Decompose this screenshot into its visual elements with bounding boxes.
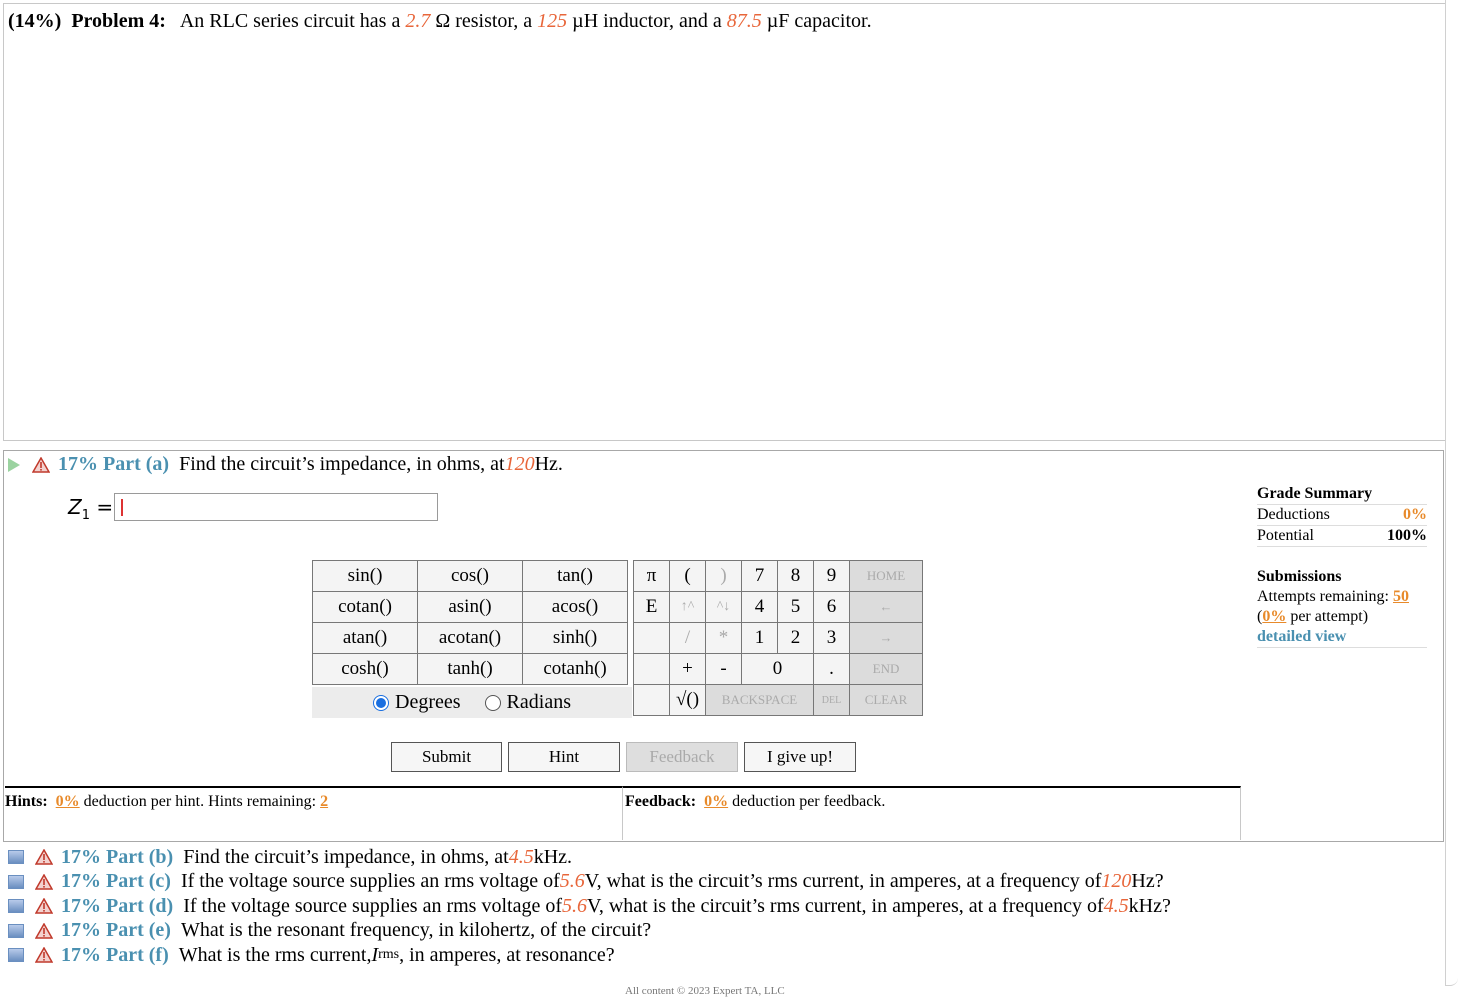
problem-frame bbox=[3, 3, 1446, 441]
potential-value: 100% bbox=[1387, 527, 1427, 544]
key-blank-2 bbox=[634, 654, 670, 685]
key-cos[interactable]: cos() bbox=[418, 561, 523, 592]
deductions-value: 0% bbox=[1403, 506, 1427, 523]
part-a-text-1: Find the circuit’s impedance, in ohms, at bbox=[179, 453, 505, 475]
key-4[interactable]: 4 bbox=[742, 592, 778, 623]
part-b-label: 17% Part (b) bbox=[61, 845, 174, 868]
part-f-label: 17% Part (f) bbox=[61, 943, 169, 966]
text-caret bbox=[121, 499, 123, 516]
key-minus[interactable]: - bbox=[706, 654, 742, 685]
hint-button[interactable]: Hint bbox=[508, 742, 620, 772]
inductance-value: 125 bbox=[537, 10, 568, 32]
key-7[interactable]: 7 bbox=[742, 561, 778, 592]
key-blank-3 bbox=[634, 685, 670, 716]
key-del[interactable]: DEL bbox=[814, 685, 850, 716]
key-acos[interactable]: acos() bbox=[523, 592, 628, 623]
part-a-header bbox=[8, 453, 563, 476]
part-a-text-2: Hz. bbox=[534, 453, 563, 475]
part-b-row[interactable]: 17% Part (b) Find the circuit’s impedance, in ohms, at 4.5 kHz. bbox=[8, 845, 1171, 870]
key-1[interactable]: 1 bbox=[742, 623, 778, 654]
key-right[interactable]: → bbox=[850, 623, 923, 654]
key-lparen[interactable]: ( bbox=[670, 561, 706, 592]
grid-icon bbox=[8, 875, 24, 889]
key-clear[interactable]: CLEAR bbox=[850, 685, 923, 716]
warning-icon bbox=[35, 923, 53, 939]
angle-mode bbox=[312, 687, 632, 718]
problem-text-2: Ω resistor, a bbox=[430, 10, 538, 32]
problem-text-1: An RLC series circuit has a bbox=[179, 10, 406, 32]
warning-icon bbox=[35, 898, 53, 914]
grid-icon bbox=[8, 948, 24, 962]
problem-text-4: µF capacitor. bbox=[761, 10, 872, 32]
key-sqrt[interactable]: √() bbox=[670, 685, 706, 716]
grade-summary bbox=[1257, 484, 1427, 648]
part-c-label: 17% Part (c) bbox=[61, 870, 171, 893]
part-f-row[interactable]: 17% Part (f) What is the rms current, I rms , in amperes, at resonance? bbox=[8, 943, 1171, 968]
warning-icon bbox=[35, 849, 53, 865]
problem-text-3: µH inductor, and a bbox=[567, 10, 727, 32]
key-plus[interactable]: + bbox=[670, 654, 706, 685]
key-sin[interactable]: sin() bbox=[313, 561, 418, 592]
key-e[interactable]: E bbox=[634, 592, 670, 623]
capacitance-value: 87.5 bbox=[726, 10, 762, 32]
answer-label: $Z_1$ = bbox=[68, 495, 114, 523]
key-backspace[interactable]: BACKSPACE bbox=[706, 685, 814, 716]
key-multiply[interactable]: * bbox=[706, 623, 742, 654]
key-dot[interactable]: . bbox=[814, 654, 850, 685]
warning-icon bbox=[32, 457, 50, 473]
detailed-view-link[interactable]: detailed view bbox=[1257, 627, 1427, 648]
copyright-footer: All content © 2023 Expert TA, LLC bbox=[625, 985, 785, 997]
page-edge bbox=[1445, 0, 1458, 986]
grade-summary-title: Grade Summary bbox=[1257, 484, 1427, 505]
key-up[interactable]: ↑^ bbox=[670, 592, 706, 623]
attempts-row: Attempts remaining: 50 bbox=[1257, 588, 1409, 605]
key-8[interactable]: 8 bbox=[778, 561, 814, 592]
part-a-label: 17% Part (a) bbox=[58, 453, 170, 475]
key-2[interactable]: 2 bbox=[778, 623, 814, 654]
hints-panel bbox=[5, 786, 622, 840]
degrees-radio[interactable] bbox=[373, 695, 389, 711]
key-cotanh[interactable]: cotanh() bbox=[523, 654, 628, 685]
key-tan[interactable]: tan() bbox=[523, 561, 628, 592]
key-3[interactable]: 3 bbox=[814, 623, 850, 654]
part-d-label: 17% Part (d) bbox=[61, 894, 174, 917]
resistance-value: 2.7 bbox=[405, 10, 431, 32]
expand-arrow-icon[interactable] bbox=[8, 458, 20, 472]
problem-statement bbox=[8, 10, 872, 33]
part-c-row[interactable]: 17% Part (c) If the voltage source supplies an rms voltage of 5.6 V, what is the circuit’s rms current, in amperes, at a frequency of 120 Hz? bbox=[8, 870, 1171, 895]
number-keypad bbox=[633, 560, 923, 716]
part-e-row[interactable]: 17% Part (e) What is the resonant frequency, in kilohertz, of the circuit? bbox=[8, 919, 1171, 944]
key-rparen[interactable]: ) bbox=[706, 561, 742, 592]
feedback-deduction: 0% bbox=[704, 793, 729, 810]
warning-icon bbox=[35, 874, 53, 890]
key-home[interactable]: HOME bbox=[850, 561, 923, 592]
radians-label[interactable]: Radians bbox=[506, 691, 571, 713]
key-6[interactable]: 6 bbox=[814, 592, 850, 623]
key-down[interactable]: ^↓ bbox=[706, 592, 742, 623]
key-0[interactable]: 0 bbox=[742, 654, 814, 685]
function-keypad bbox=[312, 560, 628, 685]
hints-text: deduction per hint. Hints remaining: bbox=[79, 793, 321, 810]
key-9[interactable]: 9 bbox=[814, 561, 850, 592]
hints-deduction: 0% bbox=[55, 793, 80, 810]
key-pi[interactable]: π bbox=[634, 561, 670, 592]
other-parts-list bbox=[8, 845, 1171, 968]
key-tanh[interactable]: tanh() bbox=[418, 654, 523, 685]
key-cosh[interactable]: cosh() bbox=[313, 654, 418, 685]
potential-label: Potential bbox=[1257, 527, 1314, 544]
warning-icon bbox=[35, 947, 53, 963]
give-up-button[interactable]: I give up! bbox=[744, 742, 856, 772]
submit-button[interactable]: Submit bbox=[391, 742, 502, 772]
hints-label: Hints: bbox=[5, 793, 48, 810]
action-buttons bbox=[391, 742, 856, 772]
key-sinh[interactable]: sinh() bbox=[523, 623, 628, 654]
deductions-label: Deductions bbox=[1257, 506, 1330, 523]
key-5[interactable]: 5 bbox=[778, 592, 814, 623]
answer-input[interactable] bbox=[114, 493, 438, 521]
key-blank-1 bbox=[634, 623, 670, 654]
key-cotan[interactable]: cotan() bbox=[313, 592, 418, 623]
attempts-remaining: 50 bbox=[1392, 588, 1409, 605]
problem-label: Problem 4: bbox=[71, 10, 166, 32]
degrees-label[interactable]: Degrees bbox=[395, 691, 461, 713]
key-atan[interactable]: atan() bbox=[313, 623, 418, 654]
key-divide[interactable]: / bbox=[670, 623, 706, 654]
key-asin[interactable]: asin() bbox=[418, 592, 523, 623]
feedback-label: Feedback: bbox=[625, 793, 697, 810]
submissions-title: Submissions bbox=[1257, 568, 1342, 585]
feedback-text: deduction per feedback. bbox=[728, 793, 886, 810]
key-end[interactable]: END bbox=[850, 654, 923, 685]
problem-weight: (14%) bbox=[8, 10, 62, 32]
part-a-frequency: 120 bbox=[504, 453, 535, 475]
key-acotan[interactable]: acotan() bbox=[418, 623, 523, 654]
key-left[interactable]: ← bbox=[850, 592, 923, 623]
grid-icon bbox=[8, 899, 24, 913]
part-e-label: 17% Part (e) bbox=[61, 919, 171, 942]
grid-icon bbox=[8, 850, 24, 864]
grid-icon bbox=[8, 924, 24, 938]
feedback-panel bbox=[622, 786, 1241, 840]
feedback-button[interactable]: Feedback bbox=[626, 742, 738, 772]
per-attempt-row: (0% per attempt) bbox=[1257, 608, 1369, 625]
part-d-row[interactable]: 17% Part (d) If the voltage source supplies an rms voltage of 5.6 V, what is the circuit’s rms current, in amperes, at a frequency of 4.5 kHz? bbox=[8, 894, 1171, 919]
radians-radio[interactable] bbox=[485, 695, 501, 711]
hints-remaining: 2 bbox=[320, 793, 329, 810]
